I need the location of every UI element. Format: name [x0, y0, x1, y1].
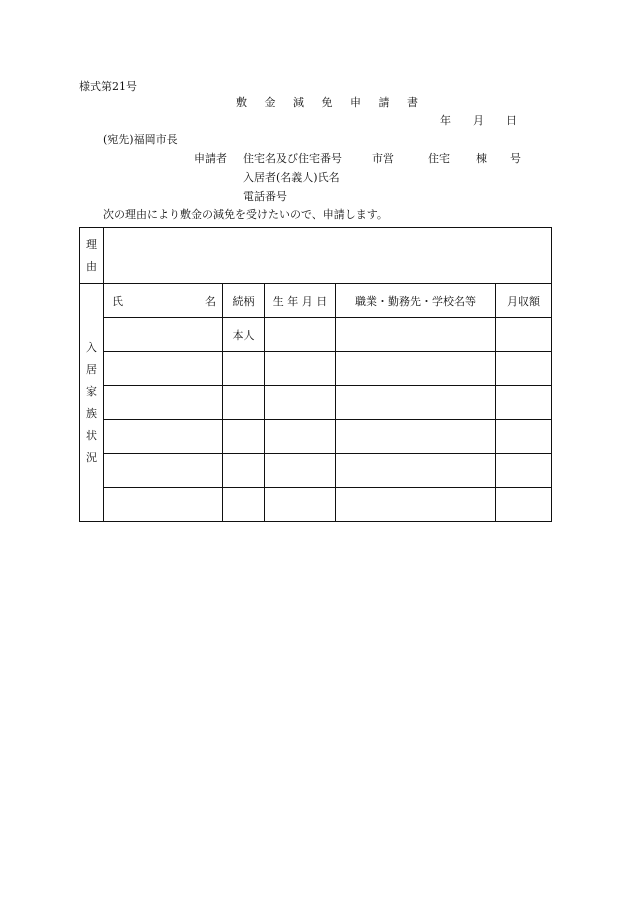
occupation-cell[interactable] [336, 352, 496, 386]
reason-row [80, 228, 552, 284]
family-label-char: 況 [86, 450, 97, 464]
applicant-label: 申請者 [194, 152, 227, 165]
relation-cell[interactable] [223, 488, 265, 522]
name-cell[interactable] [104, 420, 223, 454]
occupation-cell[interactable] [336, 318, 496, 352]
income-cell[interactable] [496, 488, 552, 522]
family-row [80, 454, 552, 488]
name-header-left: 氏 [112, 294, 123, 308]
resident-name-label: 入居者(名義人)氏名 [243, 171, 340, 184]
birthdate-cell[interactable] [265, 488, 336, 522]
occupation-cell[interactable] [336, 386, 496, 420]
request-sentence: 次の理由により敷金の減免を受けたいので、申請します。 [103, 208, 388, 221]
birthdate-cell[interactable] [265, 352, 336, 386]
building-label: 棟 [476, 152, 487, 165]
reason-label-char: 理 [86, 237, 97, 251]
family-row [80, 420, 552, 454]
name-cell[interactable] [104, 352, 223, 386]
family-row [80, 386, 552, 420]
family-label-cell [80, 284, 104, 522]
income-cell[interactable] [496, 386, 552, 420]
reason-label-cell [80, 228, 104, 284]
occupation-header: 職業・勤務先・学校名等 [336, 284, 496, 318]
date-line: 年 月 日 [440, 114, 517, 127]
occupation-cell[interactable] [336, 420, 496, 454]
birthdate-cell[interactable] [265, 454, 336, 488]
family-label-char: 居 [86, 362, 97, 376]
document-title: 敷 金 減 免 申 請 書 [236, 96, 425, 109]
family-label-char: 状 [86, 428, 97, 442]
relation-cell[interactable] [223, 352, 265, 386]
birthdate-cell[interactable] [265, 318, 336, 352]
occupation-cell[interactable] [336, 488, 496, 522]
relation-cell[interactable] [223, 386, 265, 420]
relation-cell[interactable]: 本人 [223, 318, 265, 352]
name-cell[interactable] [104, 454, 223, 488]
family-label-char: 族 [86, 406, 97, 420]
income-cell[interactable] [496, 454, 552, 488]
family-row [80, 352, 552, 386]
birthdate-header: 生 年 月 日 [265, 284, 336, 318]
relation-cell[interactable] [223, 454, 265, 488]
name-header-right: 名 [205, 294, 216, 308]
name-cell[interactable] [104, 488, 223, 522]
form-number: 様式第21号 [79, 80, 137, 93]
family-row [80, 318, 552, 352]
income-cell[interactable] [496, 318, 552, 352]
application-table [79, 227, 552, 522]
municipal-label: 市営 [372, 152, 394, 165]
birthdate-cell[interactable] [265, 386, 336, 420]
housing-name-label: 住宅名及び住宅番号 [243, 152, 342, 165]
relation-header: 続柄 [223, 284, 265, 318]
housing-label: 住宅 [428, 152, 450, 165]
family-row [80, 488, 552, 522]
occupation-cell[interactable] [336, 454, 496, 488]
name-cell[interactable] [104, 318, 223, 352]
reason-input-cell[interactable] [104, 228, 552, 284]
unit-number-label: 号 [510, 152, 521, 165]
income-cell[interactable] [496, 420, 552, 454]
family-header-row [80, 284, 552, 318]
relation-cell[interactable] [223, 420, 265, 454]
reason-label-char: 由 [86, 259, 97, 273]
phone-number-label: 電話番号 [243, 190, 287, 203]
income-cell[interactable] [496, 352, 552, 386]
name-cell[interactable] [104, 386, 223, 420]
birthdate-cell[interactable] [265, 420, 336, 454]
family-label-char: 家 [86, 384, 97, 398]
name-header [104, 284, 223, 318]
income-header: 月収額 [496, 284, 552, 318]
family-label-char: 入 [86, 340, 97, 354]
addressee: (宛先)福岡市長 [103, 133, 178, 146]
